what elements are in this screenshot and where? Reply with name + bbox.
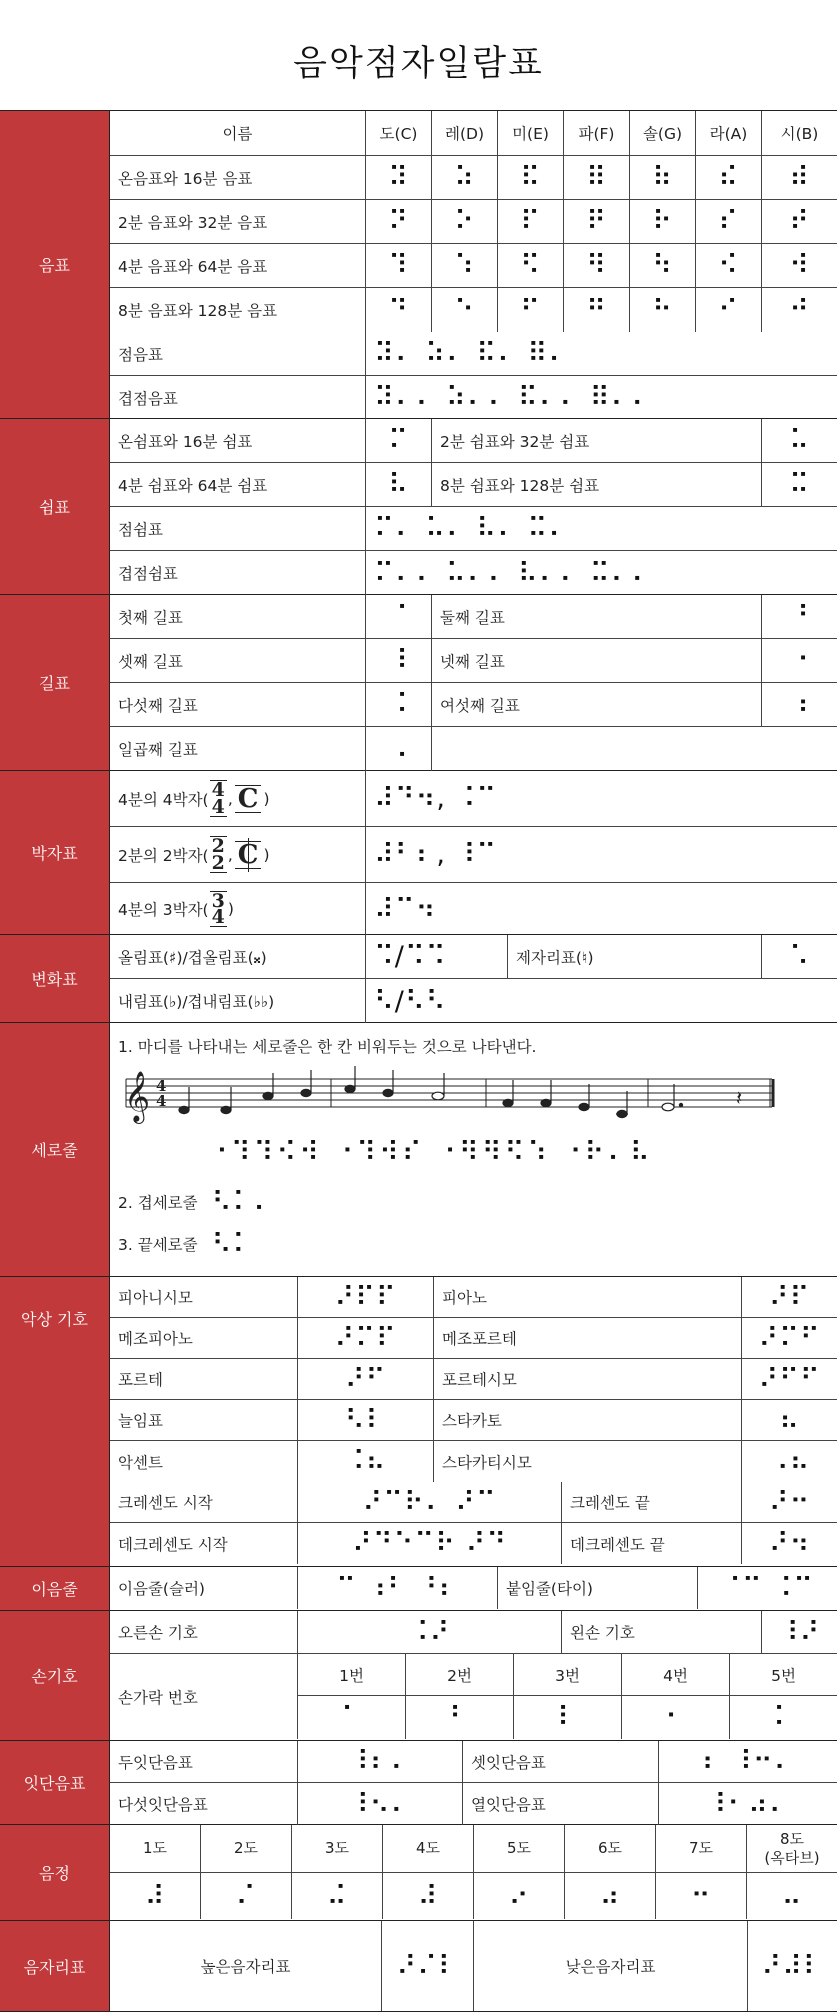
braille-cell: ⠺ — [761, 244, 837, 287]
time-close: ) — [227, 900, 234, 918]
note-name: 온음표와 16분 음표 — [118, 169, 253, 188]
interval-name: 7도 — [655, 1825, 746, 1872]
section-label-hands: 손기호 — [0, 1611, 109, 1740]
tuplet-row — [110, 1783, 837, 1825]
section-label-barlines: 세로줄 — [0, 1023, 109, 1276]
braille-cell: ⠸⠜ — [761, 1611, 837, 1653]
braille-cell: ⠑ — [431, 288, 497, 332]
section-dynamics — [0, 1276, 837, 1566]
braille-cell: ⠜⠏⠏ — [297, 1277, 433, 1317]
braille-cell: ⠛ — [563, 288, 629, 332]
section-tuplets — [0, 1740, 837, 1824]
braille-cell: ⠾ — [761, 156, 837, 199]
note-row — [110, 156, 837, 200]
note-name: 8분 음표와 128분 음표 — [118, 302, 278, 320]
dynamic-name: 악센트 — [118, 1453, 163, 1472]
interval-name: 8도 (옥타브) — [746, 1825, 837, 1872]
braille-cell: ⠼ — [382, 1873, 473, 1919]
braille-cell: ⠧ — [365, 463, 431, 506]
time-sep: , — [227, 845, 233, 864]
accidental-name: 올림표(♯)/겹올림표(𝄪) — [118, 948, 267, 967]
time-prefix: 4분의 4박자( — [118, 790, 209, 809]
notes-header-row — [110, 111, 837, 156]
note — [541, 1099, 551, 1106]
dynamic-name: 스타카토 — [433, 1400, 741, 1440]
tuplet-name: 다섯잇단음표 — [118, 1796, 208, 1814]
header-a: 라(A) — [695, 111, 761, 155]
treble-clef-icon: 𝄞 — [124, 1071, 151, 1122]
braille-cell: ⠜⠏ — [741, 1277, 837, 1317]
ts-bottom: 4 — [211, 795, 225, 818]
dynamic-row — [110, 1482, 837, 1523]
section-label-time: 박자표 — [0, 771, 109, 934]
section-label-clefs: 음자리표 — [0, 1921, 109, 2011]
accidental-name: 제자리표(♮) — [507, 935, 761, 978]
braille-cell: ⠣⠅ — [211, 1228, 254, 1260]
rest-icon: 𝄽 — [736, 1086, 743, 1110]
dynamic-row — [110, 1277, 837, 1318]
ts-bottom: 4 — [211, 906, 225, 928]
octave-row — [110, 639, 837, 683]
rest-name: 온쉼표와 16분 쉼표 — [118, 432, 253, 451]
braille-cell: ⠅ — [729, 1696, 837, 1739]
time-close: ) — [263, 845, 270, 864]
time-row — [110, 883, 837, 935]
braille-cell: ⠫ — [497, 244, 563, 287]
braille-cell: ⠨⠜ — [297, 1611, 561, 1653]
braille-line: ⠐⠹⠹⠪⠺ ⠐⠹⠺⠎ ⠐⠻⠻⠫⠱ ⠐⠗⠄⠧ — [208, 1137, 653, 1168]
section-hands — [0, 1610, 837, 1740]
dynamic-name: 메조피아노 — [118, 1330, 193, 1348]
braille-cell: ⠜⠙⠑⠉⠗ ⠜⠙ — [297, 1523, 561, 1564]
braille-cell: ⠹ — [365, 244, 431, 287]
final-barline-row — [118, 1224, 827, 1264]
note — [263, 1092, 273, 1099]
barline-rule-text: 1. 마디를 나타내는 세로줄은 한 칸 비워두는 것으로 나타낸다. — [118, 1038, 537, 1056]
braille-cell: ⠻ — [563, 244, 629, 287]
dynamic-row — [110, 1400, 837, 1441]
braille-cell: ⠞ — [761, 200, 837, 243]
note-name: 4분 음표와 64분 음표 — [118, 257, 268, 276]
hand-name: 왼손 기호 — [561, 1611, 761, 1653]
braille-cell: ⠣/⠣⠣ — [365, 979, 837, 1023]
finger-number: 2번 — [405, 1654, 513, 1695]
braille-cell: ⠸⠂⠴⠄ — [658, 1783, 837, 1825]
note — [579, 1103, 589, 1110]
dynamic-name: 피아노 — [433, 1277, 741, 1317]
time-sig-top: 4 — [156, 1077, 167, 1095]
note-row — [110, 244, 837, 288]
fingering-grid — [297, 1654, 837, 1739]
braille-cell: ⠂ — [621, 1696, 729, 1739]
section-label-rests: 쉼표 — [0, 419, 109, 594]
finger-number: 4번 — [621, 1654, 729, 1695]
hand-name: 오른손 기호 — [118, 1624, 198, 1642]
braille-table — [0, 110, 837, 2012]
interval-syms-row — [110, 1873, 837, 1919]
braille-cell: ⠗ — [629, 200, 695, 243]
tie-name: 붙임줄(타이) — [497, 1567, 697, 1609]
header-b: 시(B) — [761, 111, 837, 155]
finger-names-row — [298, 1654, 837, 1696]
slur-row — [110, 1567, 837, 1609]
braille-cell: ⠴ — [564, 1873, 655, 1919]
braille-cell: ⠜⠉⠗⠄ ⠜⠉ — [297, 1482, 561, 1522]
braille-cell: ⠌ — [200, 1873, 291, 1919]
time-signature-icon — [210, 891, 227, 927]
finger-number: 3번 — [513, 1654, 621, 1695]
time-row — [110, 771, 837, 827]
time-prefix: 2분의 2박자( — [118, 846, 209, 865]
header-name: 이름 — [222, 125, 253, 143]
time-signature-icon — [210, 780, 227, 816]
tuplet-row — [110, 1741, 837, 1783]
time-sep: , — [227, 789, 233, 808]
octave-name: 여섯째 길표 — [431, 683, 761, 726]
interval-name: 5도 — [473, 1825, 564, 1872]
braille-cell: ⠏ — [497, 200, 563, 243]
time-row — [110, 827, 837, 883]
section-accidentals — [0, 934, 837, 1022]
row-label: 점쉼표 — [118, 520, 163, 539]
time-signature-icon — [210, 836, 227, 872]
braille-cell: ⠪ — [695, 244, 761, 287]
braille-cell: ⠤ — [746, 1873, 837, 1919]
common-time-icon: C — [235, 785, 262, 813]
braille-cell: ⠡ — [761, 935, 837, 978]
octave-row — [110, 683, 837, 727]
braille-cell: ⠨ — [365, 683, 431, 726]
double-dotted-rests-row — [110, 551, 837, 595]
braille-cell: ⠃ — [405, 1696, 513, 1739]
rest-name: 8분 쉼표와 128분 쉼표 — [431, 463, 761, 506]
ts-top: 2 — [211, 835, 225, 858]
accidental-name: 내림표(♭)/겹내림표(♭♭) — [118, 993, 275, 1011]
accidental-row — [110, 935, 837, 979]
clef-row — [110, 1921, 837, 2011]
braille-cell: ⠒ — [655, 1873, 746, 1919]
braille-cell: ⠁ — [341, 1702, 362, 1733]
interval-name: 3도 — [291, 1825, 382, 1872]
note — [345, 1085, 355, 1092]
note-row — [110, 288, 837, 332]
octave-row — [110, 595, 837, 639]
braille-cell: ⠭ — [761, 463, 837, 506]
header-g: 솔(G) — [629, 111, 695, 155]
clef-name: 낮은음자리표 — [473, 1921, 747, 2011]
interval-name: 2도 — [200, 1825, 291, 1872]
row-label: 점음표 — [118, 345, 163, 364]
time-name — [110, 883, 365, 935]
braille-cell: ⠔ — [473, 1873, 564, 1919]
note-row — [110, 200, 837, 244]
braille-cell: ⠮ — [695, 156, 761, 199]
octave-row — [110, 727, 837, 771]
dynamic-row — [110, 1441, 837, 1482]
header-c: 도(C) — [365, 111, 431, 155]
section-label-slur: 이음줄 — [0, 1567, 109, 1610]
row-label: 겹점쉼표 — [118, 565, 178, 583]
section-label-intervals: 음정 — [0, 1825, 109, 1920]
braille-cell: ⠘ — [761, 595, 837, 638]
note — [221, 1106, 231, 1113]
dynamic-name: 메조포르테 — [433, 1318, 741, 1358]
braille-cell: ⠼⠃⠆, ⠸⠉ — [365, 827, 837, 882]
finger-number: 5번 — [729, 1654, 837, 1695]
note-name: 2분 음표와 32분 음표 — [118, 213, 268, 232]
row-label: 겹점음표 — [118, 389, 178, 408]
time-close: ) — [263, 789, 270, 808]
note — [179, 1106, 189, 1113]
finger-number: 1번 — [339, 1666, 364, 1685]
braille-cell: ⠜⠋ — [297, 1359, 433, 1399]
section-slur — [0, 1566, 837, 1610]
section-octaves — [0, 594, 837, 770]
rest-name: 2분 쉼표와 32분 쉼표 — [431, 419, 761, 462]
header-e: 미(E) — [497, 111, 563, 155]
braille-cell: ⠽ — [365, 156, 431, 199]
braille-cell: ⠽⠄⠄ ⠵⠄⠄ ⠯⠄⠄ ⠿⠄⠄ — [365, 376, 837, 419]
braille-cell: ⠩/⠩⠩ — [365, 935, 507, 978]
braille-cell: ⠸⠆⠄ — [297, 1741, 462, 1782]
braille-cell: ⠽⠄ ⠵⠄ ⠯⠄ ⠿⠄ — [365, 332, 837, 375]
dynamic-name: 데크레센도 시작 — [118, 1535, 228, 1554]
braille-cell: ⠥ — [761, 419, 837, 462]
interval-name: 6도 — [564, 1825, 655, 1872]
braille-cell: ⠜⠍⠏ — [297, 1318, 433, 1358]
tuplet-name: 셋잇단음표 — [462, 1741, 658, 1782]
double-barline-label: 2. 겹세로줄 — [118, 1194, 198, 1212]
music-staff — [118, 1065, 778, 1125]
braille-cell: ⠵ — [431, 156, 497, 199]
rest-row — [110, 419, 837, 463]
fingering-label: 손가락 번호 — [118, 1688, 198, 1707]
braille-cell: ⠠ — [365, 727, 431, 771]
braille-cell: ⠟ — [563, 200, 629, 243]
dynamic-name: 포르테 — [118, 1371, 163, 1389]
time-name — [110, 771, 365, 826]
braille-cell: ⠍⠄ ⠥⠄ ⠧⠄ ⠭⠄ — [365, 507, 837, 550]
section-barlines — [0, 1022, 837, 1276]
section-time — [0, 770, 837, 934]
note — [432, 1092, 444, 1100]
note — [383, 1089, 393, 1096]
braille-cell: ⠎ — [695, 200, 761, 243]
double-barline-row — [118, 1180, 827, 1224]
braille-cell: ⠜⠒ — [741, 1482, 837, 1522]
note — [301, 1089, 311, 1096]
rest-row — [110, 463, 837, 507]
interval-name: 4도 — [382, 1825, 473, 1872]
dynamic-row — [110, 1318, 837, 1359]
braille-cell: ⠜⠍⠋ — [741, 1318, 837, 1358]
braille-cell: ⠜⠼⠇ — [747, 1921, 837, 2011]
braille-cell: ⠿ — [563, 156, 629, 199]
hand-row — [110, 1611, 837, 1654]
braille-cell: ⠍⠄⠄ ⠥⠄⠄ ⠧⠄⠄ ⠭⠄⠄ — [365, 551, 837, 595]
dynamic-name: 데크레센도 끝 — [561, 1523, 741, 1564]
section-label-octaves: 길표 — [0, 595, 109, 770]
braille-cell: ⠕ — [431, 200, 497, 243]
braille-cell: ⠊ — [695, 288, 761, 332]
braille-cell: ⠆ ⠸⠒⠄ — [658, 1741, 837, 1782]
note — [503, 1099, 513, 1106]
octave-name: 넷째 길표 — [431, 639, 761, 682]
dynamic-name: 크레센도 시작 — [118, 1494, 213, 1512]
ts-bottom: 2 — [211, 851, 225, 874]
dynamic-row — [110, 1359, 837, 1400]
slur-name: 이음줄(슬러) — [118, 1580, 205, 1598]
note — [662, 1103, 674, 1111]
cut-time-icon: C — [235, 841, 262, 869]
final-barline-label: 3. 끝세로줄 — [118, 1236, 198, 1254]
fingering-row — [110, 1654, 837, 1739]
finger-syms-row — [298, 1696, 837, 1739]
section-label-dynamics: 악상 기호 — [0, 1277, 109, 1566]
braille-cell: ⠠⠦ — [741, 1441, 837, 1482]
dynamic-name: 스타카티시모 — [433, 1441, 741, 1482]
braille-cell: ⠜⠌⠇ — [381, 1921, 473, 2011]
braille-cell: ⠣⠅⠄ — [211, 1186, 274, 1218]
time-sig-bottom: 4 — [156, 1092, 167, 1110]
braille-cell: ⠜⠲ — [741, 1523, 837, 1564]
braille-cell: ⠱ — [431, 244, 497, 287]
section-label-tuplets: 잇단음표 — [0, 1741, 109, 1824]
header-d: 레(D) — [431, 111, 497, 155]
dotted-notes-row — [110, 332, 837, 376]
dynamic-name: 크레센도 끝 — [561, 1482, 741, 1522]
ts-top: 3 — [211, 889, 225, 912]
tuplet-name: 열잇단음표 — [462, 1783, 658, 1825]
braille-cell: ⠨⠦ — [297, 1441, 433, 1482]
braille-cell: ⠜⠋⠋ — [741, 1359, 837, 1399]
braille-cell: ⠝ — [365, 200, 431, 243]
double-dotted-notes-row — [110, 376, 837, 419]
section-rests — [0, 418, 837, 594]
section-intervals — [0, 1824, 837, 1920]
accidental-row — [110, 979, 837, 1023]
section-label-accidentals: 변화표 — [0, 935, 109, 1022]
rest-name: 4분 쉼표와 64분 쉼표 — [118, 476, 268, 495]
time-prefix: 4분의 3박자( — [118, 901, 209, 919]
braille-cell: ⠸ — [365, 639, 431, 682]
braille-cell: ⠸⠢⠄ — [297, 1783, 462, 1825]
empty-cell — [431, 727, 837, 771]
page-title: 음악점자일람표 — [293, 44, 544, 84]
section-label-notes: 음표 — [0, 111, 109, 418]
braille-cell: ⠼⠙⠲, ⠨⠉ — [365, 771, 837, 826]
octave-name: 둘째 길표 — [431, 595, 761, 638]
octave-name: 셋째 길표 — [118, 652, 183, 671]
braille-cell: ⠍ — [365, 419, 431, 462]
braille-cell: ⠈⠉ ⠨⠉ — [697, 1567, 837, 1609]
braille-cell: ⠇ — [513, 1696, 621, 1739]
braille-cell: ⠣⠇ — [297, 1400, 433, 1440]
braille-cell: ⠋ — [497, 288, 563, 332]
interval-name: 1도 — [142, 1839, 168, 1858]
time-name — [110, 827, 365, 882]
dynamic-row — [110, 1523, 837, 1564]
braille-cell: ⠼ — [144, 1880, 166, 1912]
dynamic-name: 포르테시모 — [433, 1359, 741, 1399]
octave-name: 첫째 길표 — [118, 608, 183, 627]
braille-cell: ⠈ — [365, 595, 431, 638]
ts-top: 4 — [211, 779, 225, 802]
octave-name: 다섯째 길표 — [118, 696, 198, 715]
octave-name: 일곱째 길표 — [118, 741, 198, 759]
braille-cell: ⠯ — [497, 156, 563, 199]
dynamic-name: 늘임표 — [118, 1412, 163, 1430]
dotted-rests-row — [110, 507, 837, 551]
tuplet-name: 두잇단음표 — [118, 1753, 193, 1772]
braille-cell: ⠼⠉⠲ — [365, 883, 837, 935]
interval-names-row — [110, 1825, 837, 1873]
braille-cell: ⠚ — [761, 288, 837, 332]
braille-cell: ⠷ — [629, 156, 695, 199]
header-f: 파(F) — [563, 111, 629, 155]
section-clefs — [0, 1920, 837, 2012]
braille-cell: ⠓ — [629, 288, 695, 332]
dynamic-name: 피아니시모 — [118, 1289, 193, 1307]
braille-cell: ⠳ — [629, 244, 695, 287]
braille-cell: ⠬ — [291, 1873, 382, 1919]
braille-cell: ⠐ — [761, 639, 837, 682]
clef-name: 높은음자리표 — [200, 1958, 291, 1976]
braille-cell: ⠉ ⠰⠃ ⠘⠆ — [297, 1567, 497, 1609]
section-notes — [0, 110, 837, 418]
braille-cell: ⠙ — [365, 288, 431, 332]
braille-cell: ⠰ — [761, 683, 837, 726]
braille-cell: ⠦ — [741, 1400, 837, 1440]
